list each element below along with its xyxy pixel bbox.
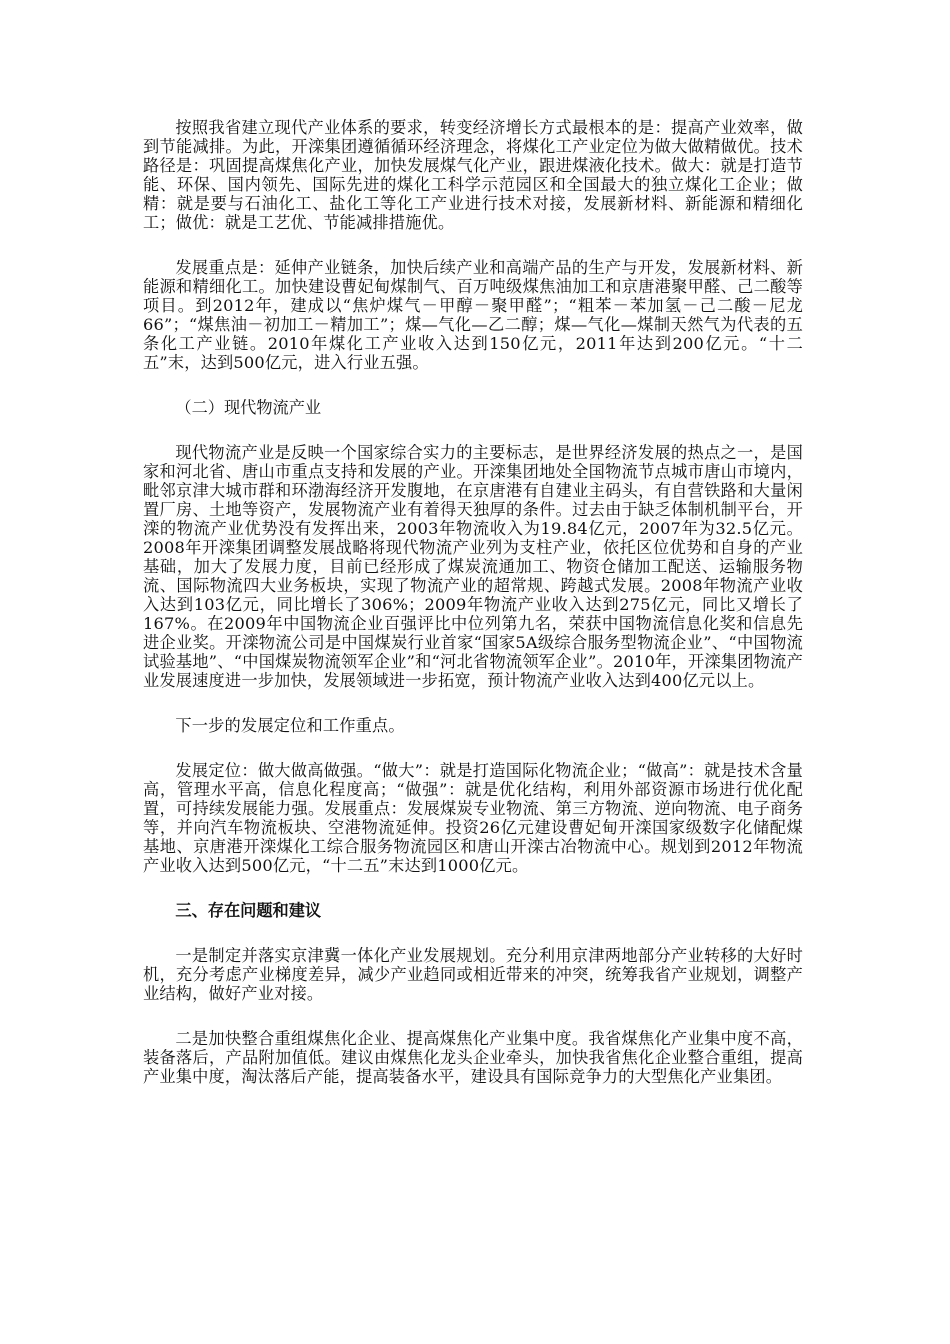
paragraph-logistics-positioning: 发展定位：做大做高做强。“做大”：就是打造国际化物流企业；“做高”：就是技术含量高，管理水平高，信息化程度高；“做强”：就是优化结构，利用外部资源市场进行优化配置，可持续发展能力强。发展重点：发展煤炭专业物流、第三方物流、逆向物流、电子商务等，并向汽车物流板块、空港物流延伸。投资26亿元建设曹妃甸开滦国家级数字化储配煤基地、京唐港开滦煤化工综合服务物流园区和唐山开滦古冶物流中心。规划到2012年物流产业收入达到500亿元，“十二五”末达到1000亿元。 xyxy=(143,761,803,875)
paragraph-next-steps: 下一步的发展定位和工作重点。 xyxy=(175,716,405,735)
section-heading-logistics: （二）现代物流产业 xyxy=(175,398,322,417)
paragraph-logistics-overview: 现代物流产业是反映一个国家综合实力的主要标志，是世界经济发展的热点之一，是国家和河北省、唐山市重点支持和发展的产业。开滦集团地处全国物流节点城市唐山市境内，毗邻京津大城市群和环渤海经济开发腹地，在京唐港有自建业主码头，有自营铁路和大量闲置厂房、土地等资产，发展物流产业有着得天独厚的条件。过去由于缺乏体制机制平台，开滦的物流产业优势没有发挥出来，2003年物流收入为19.84亿元，2007年为32.5亿元。2008年开滦集团调整发展战略将现代物流产业列为支柱产业，依托区位优势和自身的产业基础，加大了发展力度，目前已经形成了煤炭流通加工、物资仓储加工配送、运输服务物流、国际物流四大业务板块，实现了物流产业的超常规、跨越式发展。2008年物流产业收入达到103亿元，同比增长了306%；2009年物流产业收入达到275亿元，同比又增长了167%。在2009年中国物流企业百强评比中位列第九名，荣获中国物流信息化奖和信息先进企业奖。开滦物流公司是中国煤炭行业首家“国家5A级综合服务型物流企业”、“中国物流试验基地”、“中国煤炭物流领军企业”和“河北省物流领军企业”。2010年，开滦集团物流产业发展速度进一步加快，发展领域进一步拓宽，预计物流产业收入达到400亿元以上。 xyxy=(143,443,803,690)
document-page xyxy=(143,118,803,1112)
section-heading-problems-suggestions: 三、存在问题和建议 xyxy=(175,901,322,920)
paragraph-coal-chemical-focus: 发展重点是：延伸产业链条，加快后续产业和高端产品的生产与开发，发展新材料、新能源和精细化工。加快建设曹妃甸煤制气、百万吨级煤焦油加工和京唐港聚甲醛、己二酸等项目。到2012年，建成以“焦炉煤气－甲醇－聚甲醛”；“粗苯－苯加氢－己二酸－尼龙66”；“煤焦油－初加工－精加工”；煤—气化—乙二醇；煤—气化—煤制天然气为代表的五条化工产业链。2010年煤化工产业收入达到150亿元，2011年达到200亿元。“十二五”末，达到500亿元，进入行业五强。 xyxy=(143,258,803,372)
paragraph-coal-chemical-positioning: 按照我省建立现代产业体系的要求，转变经济增长方式最根本的是：提高产业效率，做到节能减排。为此，开滦集团遵循循环经济理念，将煤化工产业定位为做大做精做优。技术路径是：巩固提高煤焦化产业，加快发展煤气化产业，跟进煤液化技术。做大：就是打造节能、环保、国内领先、国际先进的煤化工科学示范园区和全国最大的独立煤化工企业；做精：就是要与石油化工、盐化工等化工产业进行技术对接，发展新材料、新能源和精细化工；做优：就是工艺优、节能减排措施优。 xyxy=(143,118,803,232)
paragraph-suggestion-two: 二是加快整合重组煤焦化企业、提高煤焦化产业集中度。我省煤焦化产业集中度不高，装备落后，产品附加值低。建议由煤焦化龙头企业牵头，加快我省焦化企业整合重组，提高产业集中度，淘汰落后产能，提高装备水平，建设具有国际竞争力的大型焦化产业集团。 xyxy=(143,1029,803,1086)
paragraph-suggestion-one: 一是制定并落实京津冀一体化产业发展规划。充分利用京津两地部分产业转移的大好时机，充分考虑产业梯度差异，减少产业趋同或相近带来的冲突，统筹我省产业规划，调整产业结构，做好产业对接。 xyxy=(143,946,803,1003)
